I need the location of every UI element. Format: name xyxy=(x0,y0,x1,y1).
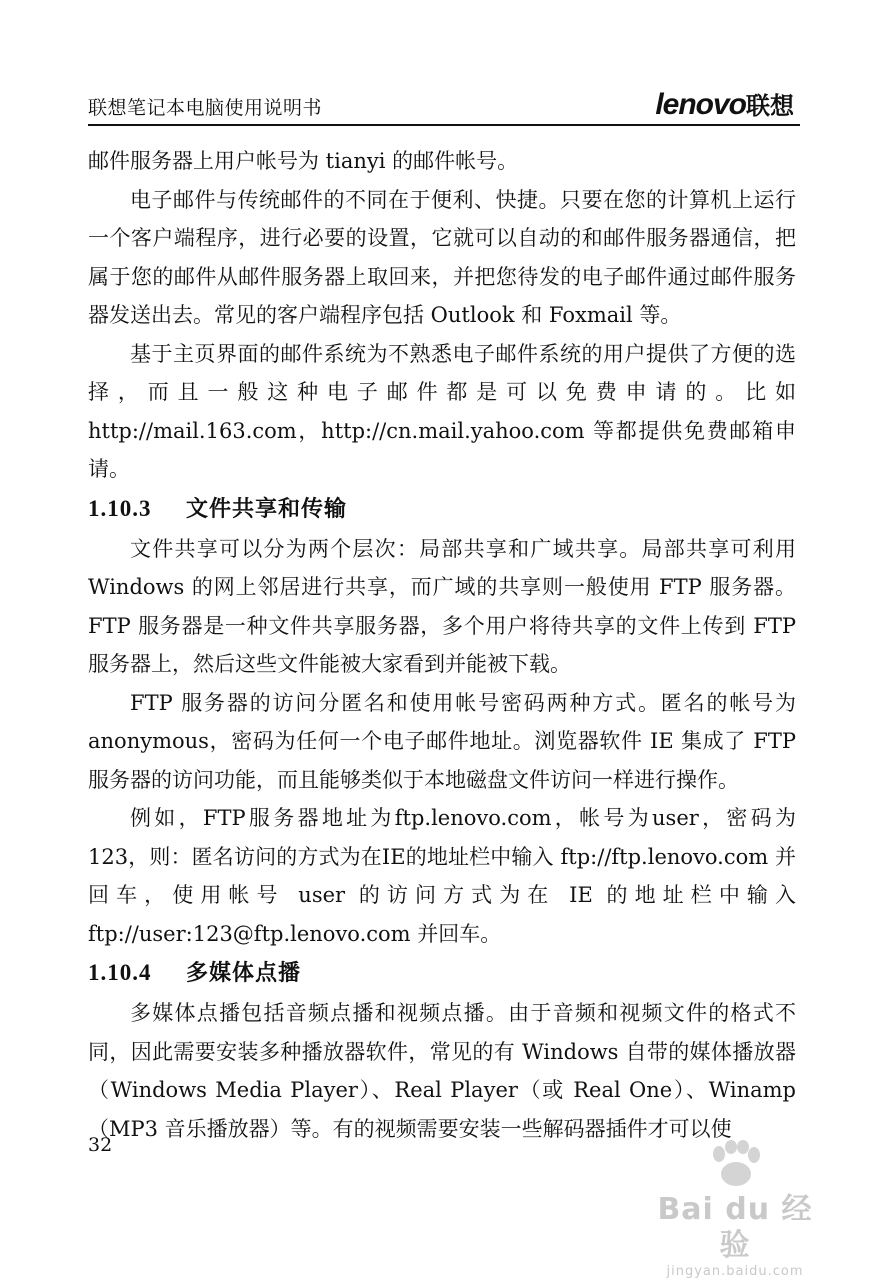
paragraph: 文件共享可以分为两个层次：局部共享和广域共享。局部共享可利用 Windows 的网上邻居进行共享，而广域的共享则一般使用 FTP 服务器。FTP 服务器是一种文件共享服务器，多个用户将待共享的文件上传到 FTP 服务器上，然后这些文件能被大家看到并能被下载。 xyxy=(88,536,796,676)
section-number: 1.10.4 xyxy=(88,960,152,985)
watermark-url: jingyan.baidu.com xyxy=(666,1264,804,1279)
paragraph: 例如，FTP服务器地址为ftp.lenovo.com，帐号为user，密码为 123，则：匿名访问的方式为在IE的地址栏中输入 ftp://ftp.lenovo.com 并回车，使用帐号 user 的访问方式为在 IE 的地址栏中输入 ftp://user:123@ftp.lenovo.com 并回车。 xyxy=(88,806,796,946)
page-content xyxy=(88,142,796,1148)
paragraph: 基于主页界面的邮件系统为不熟悉电子邮件系统的用户提供了方便的选择，而且一般这种电子邮件都是可以免费申请的。比如 http://mail.163.com，http://cn.mail.yahoo.com 等都提供免费邮箱申请。 xyxy=(88,341,796,481)
brand-latin: lenovo xyxy=(655,88,746,121)
section-title: 多媒体点播 xyxy=(186,961,302,986)
paw-icon xyxy=(705,1140,765,1188)
section-title: 文件共享和传输 xyxy=(186,496,348,522)
page-header xyxy=(88,88,800,126)
paragraph: 电子邮件与传统邮件的不同在于便利、快捷。只要在您的计算机上运行一个客户端程序，进行必要的设置，它就可以自动的和邮件服务器通信，把属于您的邮件从邮件服务器上取回来，并把您待发的电子邮件通过邮件服务器发送出去。常见的客户端程序包括 Outlook 和 Foxmail 等。 xyxy=(88,187,796,327)
watermark-text: Bai du 经验 xyxy=(657,1192,813,1263)
section-number: 1.10.3 xyxy=(88,495,152,521)
lenovo-logo xyxy=(655,86,794,122)
section-heading-file-sharing xyxy=(88,489,796,530)
paragraph: 多媒体点播包括音频点播和视频点播。由于音频和视频文件的格式不同，因此需要安装多种播放器软件，常见的有 Windows 自带的媒体播放器（Windows Media Player）、Real Player（或 Real One）、Winamp（MP3 音乐播放器）等。有的视频需要安装一些解码器插件才可以使 xyxy=(88,1001,796,1141)
section-heading-multimedia xyxy=(88,953,796,994)
paragraph: 邮件服务器上用户帐号为 tianyi 的邮件帐号。 xyxy=(88,149,519,173)
baidu-watermark xyxy=(645,1140,825,1279)
brand-cn: 联想 xyxy=(746,92,794,120)
paragraph: FTP 服务器的访问分匿名和使用帐号密码两种方式。匿名的帐号为 anonymous，密码为任何一个电子邮件地址。浏览器软件 IE 集成了 FTP 服务器的访问功能，而且能够类似于本地磁盘文件访问一样进行操作。 xyxy=(88,690,796,792)
page-number: 32 xyxy=(88,1134,113,1156)
header-title: 联想笔记本电脑使用说明书 xyxy=(88,97,323,119)
